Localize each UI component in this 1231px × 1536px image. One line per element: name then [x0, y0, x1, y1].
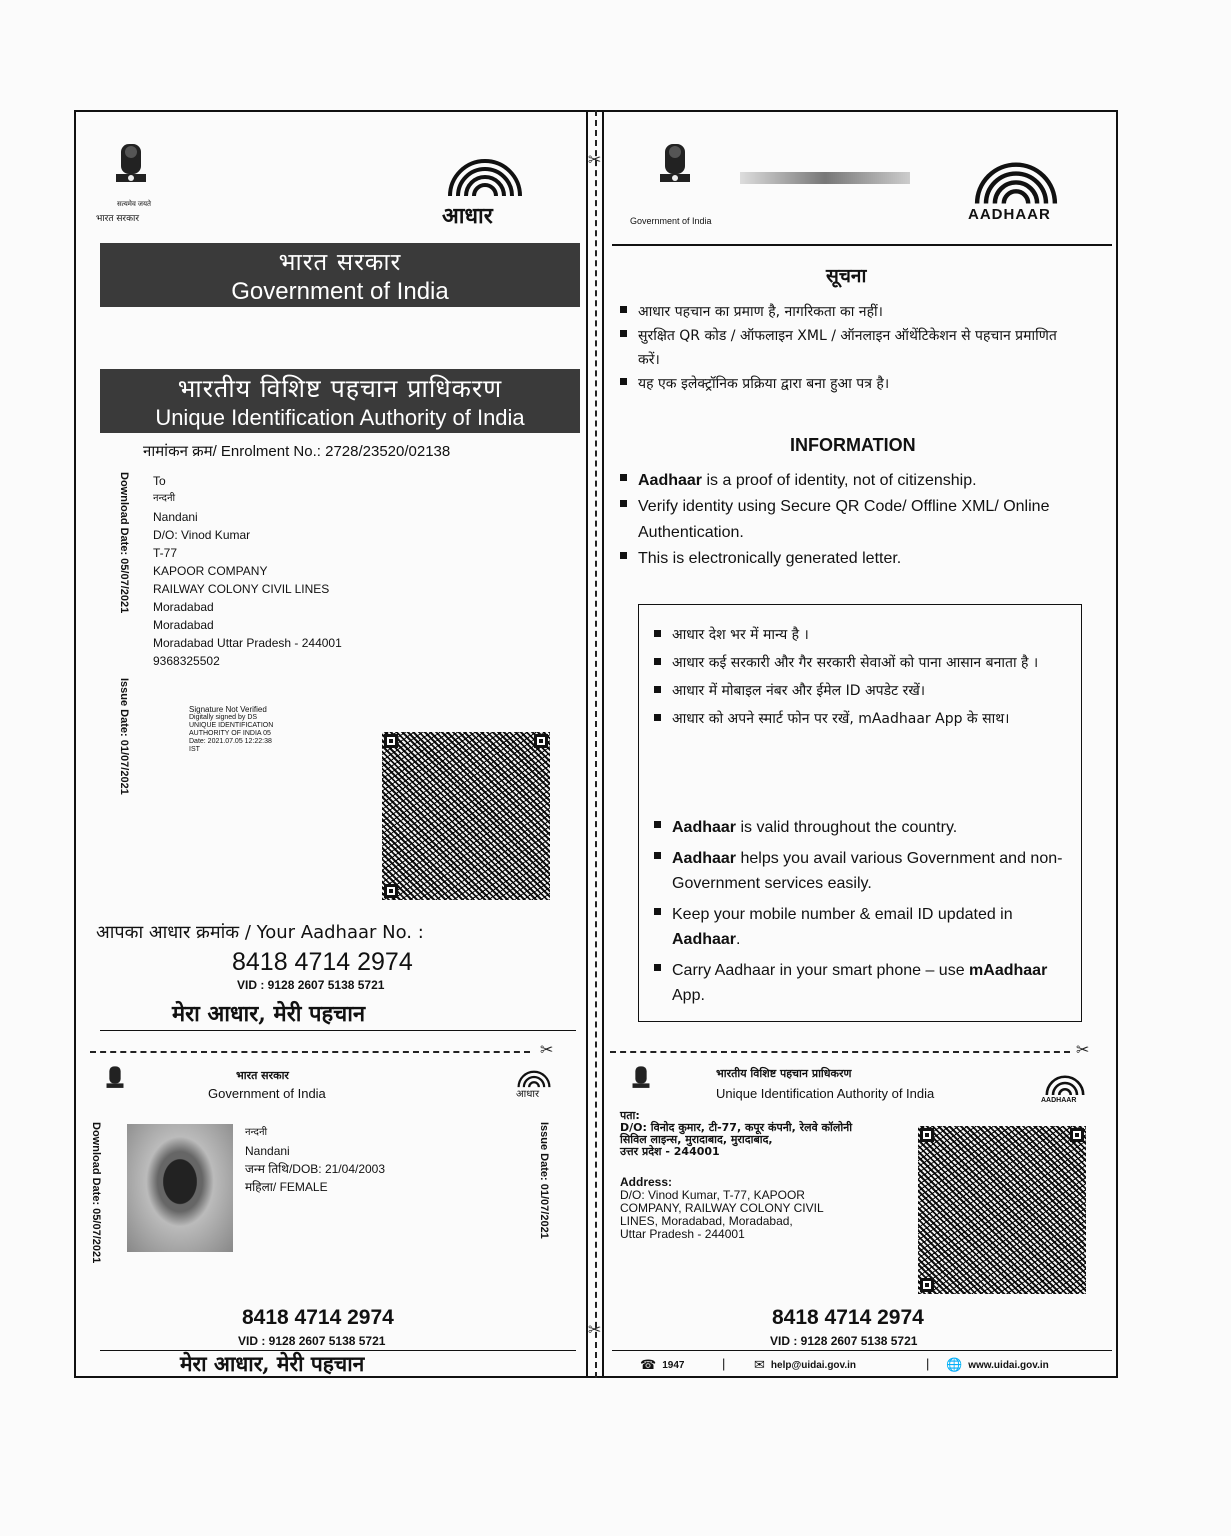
item-text: Carry Aadhaar in your smart phone – use [672, 962, 970, 979]
scissors-icon: ✂ [1076, 1040, 1090, 1059]
holder-name-hindi: नन्दनी [245, 1127, 268, 1138]
scissors-icon: ✂ [588, 1320, 602, 1339]
aadhaar-logo-icon [966, 150, 1066, 206]
information-list [620, 468, 1100, 572]
info-box-english-item [654, 815, 1064, 840]
address-line: D/O: Vinod Kumar [153, 528, 251, 542]
card-vid-number: VID : 9128 2607 5138 5721 [238, 1334, 386, 1348]
footer-email [754, 1358, 856, 1373]
back-uidai-english: Unique Identification Authority of India [716, 1086, 935, 1101]
item-bold: mAadhaar [969, 962, 1048, 979]
holder-dob: जन्म तिथि/DOB: 21/04/2003 [245, 1162, 386, 1176]
info-box-hindi-item: आधार कई सरकारी और गैर सरकारी सेवाओं को पाना आसान बनाता है । [654, 652, 1054, 674]
information-item-bold: Aadhaar [638, 472, 703, 489]
signature-line: Digitally signed by DS [189, 714, 258, 721]
information-item [620, 468, 1100, 494]
information-title: INFORMATION [790, 435, 916, 455]
info-box-english-item [654, 902, 1064, 952]
download-date-vertical: Download Date: 05/07/2021 [118, 472, 130, 614]
aadhaar-number: 8418 4714 2974 [232, 948, 413, 976]
address-line: T-77 [153, 546, 178, 560]
info-box-hindi-item: आधार देश भर में मान्य है । [654, 624, 1054, 646]
holder-details [245, 1124, 385, 1196]
email-address: help@uidai.gov.in [770, 1360, 857, 1371]
website-url: www.uidai.gov.in [968, 1360, 1049, 1371]
back-uidai-hindi: भारतीय विशिष्ट पहचान प्राधिकरण [716, 1067, 852, 1080]
national-emblem-icon [108, 140, 154, 196]
info-govt-english: Government of India [630, 216, 712, 226]
back-vid-number: VID : 9128 2607 5138 5721 [770, 1334, 918, 1348]
issue-date-vertical: Issue Date: 01/07/2021 [538, 1122, 550, 1239]
phone-number: 1947 [662, 1360, 685, 1371]
qr-code [918, 1126, 1086, 1294]
address-line: Uttar Pradesh - 244001 [620, 1227, 745, 1241]
your-aadhaar-label: आपका आधार क्रमांक / Your Aadhaar No. : [96, 922, 424, 943]
hindi-address [620, 1110, 910, 1158]
cut-line [586, 110, 604, 1378]
information-item [620, 494, 1100, 546]
holder-gender: महिला/ FEMALE [245, 1180, 328, 1194]
qr-code [382, 732, 550, 900]
signature-block [189, 706, 299, 754]
mobile-number: 9368325502 [153, 654, 220, 668]
item-text: is valid throughout the country. [736, 819, 958, 836]
address-line: KAPOOR COMPANY [153, 564, 268, 578]
footer-phone [640, 1358, 684, 1373]
faded-bar [740, 172, 910, 184]
issue-date-vertical: Issue Date: 01/07/2021 [118, 678, 130, 795]
uidai-banner [100, 369, 580, 433]
govt-banner [100, 243, 580, 307]
back-aadhaar-number: 8418 4714 2974 [772, 1306, 924, 1329]
info-box-english-list [654, 815, 1064, 1008]
item-text: Keep your mobile number & email ID updated in [672, 906, 1013, 923]
address-line: D/O: Vinod Kumar, T-77, KAPOOR [620, 1188, 805, 1202]
suchna-item: आधार पहचान का प्रमाण है, नागरिकता का नहीं। [620, 300, 1070, 324]
signature-title: Signature Not Verified [189, 705, 267, 714]
vid-number: VID : 9128 2607 5138 5721 [237, 978, 385, 992]
scissors-icon: ✂ [540, 1040, 554, 1059]
address-label: Address: [620, 1175, 673, 1189]
card-aadhaar-number: 8418 4714 2974 [242, 1306, 394, 1329]
info-box-hindi-item: आधार में मोबाइल नंबर और ईमेल ID अपडेट रखें। [654, 680, 1054, 702]
aadhaar-logo-icon [440, 148, 530, 198]
information-item-text: This is electronically generated letter. [638, 550, 902, 567]
suchna-item: सुरक्षित QR कोड / ऑफलाइन XML / ऑनलाइन ऑथेंटिकेशन से पहचान प्रमाणित करें। [620, 324, 1070, 372]
scissors-icon: ✂ [588, 150, 602, 169]
pata-line: सिविल लाइन्स, मुरादाबाद, मुरादाबाद, [620, 1133, 773, 1146]
address-line: RAILWAY COLONY CIVIL LINES [153, 582, 330, 596]
pata-line: D/O: विनोद कुमार, टी-77, कपूर कंपनी, रेलवे कॉलोनी [620, 1121, 853, 1134]
signature-line: Date: 2021.07.05 12:22:38 [189, 738, 272, 745]
address-line: Moradabad [153, 600, 214, 614]
signature-line: IST [189, 746, 200, 753]
footer-website [946, 1358, 1049, 1373]
card-tagline: मेरा आधार, मेरी पहचान [180, 1351, 365, 1376]
mail-icon: ✉ [754, 1358, 765, 1373]
divider [612, 1350, 1112, 1351]
govt-banner-hindi: भारत सरकार [278, 248, 402, 276]
suchna-item: यह एक इलेक्ट्रॉनिक प्रक्रिया द्वारा बना हुआ पत्र है। [620, 372, 1070, 396]
national-emblem-icon [628, 1062, 654, 1098]
suchna-list [620, 300, 1070, 396]
uidai-banner-hindi: भारतीय विशिष्ट पहचान प्राधिकरण [177, 374, 503, 403]
national-emblem-icon [102, 1062, 128, 1098]
card-govt-english: Government of India [208, 1086, 326, 1101]
globe-icon: 🌐 [946, 1358, 963, 1373]
aadhaar-logo-text: AADHAAR [1041, 1097, 1077, 1104]
govt-banner-english: Government of India [231, 278, 449, 305]
info-box-hindi-item: आधार को अपने स्मार्ट फोन पर रखें, mAadhaar App के साथ। [654, 708, 1054, 730]
divider [612, 244, 1112, 246]
info-box-hindi-list [654, 624, 1054, 730]
information-item [620, 546, 1100, 572]
uidai-banner-english: Unique Identification Authority of India [155, 405, 525, 430]
information-item-text: is a proof of identity, not of citizenship. [702, 472, 977, 489]
pata-line: उत्तर प्रदेश - 244001 [620, 1145, 720, 1158]
signature-line: AUTHORITY OF INDIA 05 [189, 730, 271, 737]
tagline: मेरा आधार, मेरी पहचान [172, 1001, 366, 1027]
holder-photo [127, 1124, 233, 1252]
info-box-english-item [654, 846, 1064, 896]
information-item-text: Verify identity using Secure QR Code/ Offline XML/ Online Authentication. [638, 498, 1050, 541]
aadhaar-logo-text: AADHAAR [968, 206, 1051, 223]
phone-icon: ☎ [640, 1358, 657, 1373]
footer-separator: | [722, 1356, 726, 1371]
footer-separator: | [926, 1356, 930, 1371]
holder-name: Nandani [245, 1144, 290, 1158]
address-line: Nandani [153, 510, 198, 524]
aadhaar-logo-icon [514, 1066, 554, 1088]
english-address [620, 1176, 910, 1241]
item-text: . [736, 931, 741, 948]
national-emblem-icon [652, 140, 698, 196]
address-line: Moradabad [153, 618, 214, 632]
address-line: Moradabad Uttar Pradesh - 244001 [153, 636, 342, 650]
govt-hindi-small: भारत सरकार [96, 214, 140, 224]
emblem-caption: सत्यमेव जयते [116, 201, 152, 208]
aadhaar-logo-text: आधार [516, 1089, 540, 1100]
address-line: LINES, Moradabad, Moradabad, [620, 1214, 793, 1228]
item-bold: Aadhaar [672, 931, 737, 948]
address-line: To [153, 474, 166, 488]
cut-line-horizontal [90, 1051, 530, 1053]
address-line: नन्दनी [153, 493, 176, 504]
item-bold: Aadhaar [672, 850, 737, 867]
aadhaar-logo-icon [1040, 1070, 1090, 1096]
download-date-vertical: Download Date: 05/07/2021 [90, 1122, 102, 1264]
card-govt-hindi: भारत सरकार [236, 1069, 289, 1082]
cut-line-horizontal [610, 1051, 1070, 1053]
item-bold: Aadhaar [672, 819, 737, 836]
divider [100, 1030, 576, 1031]
item-text: helps you avail various Government and non-Government services easily. [672, 850, 1063, 892]
recipient-address [153, 472, 342, 670]
aadhaar-logo-text: आधार [442, 204, 493, 229]
pata-label: पता: [620, 1109, 640, 1122]
signature-line: UNIQUE IDENTIFICATION [189, 722, 274, 729]
enrolment-number: नामांकन क्रम/ Enrolment No.: 2728/23520/02138 [143, 443, 451, 460]
address-line: COMPANY, RAILWAY COLONY CIVIL [620, 1201, 824, 1215]
item-text: App. [672, 987, 705, 1004]
info-box-english-item [654, 958, 1064, 1008]
suchna-title: सूचना [826, 265, 867, 287]
